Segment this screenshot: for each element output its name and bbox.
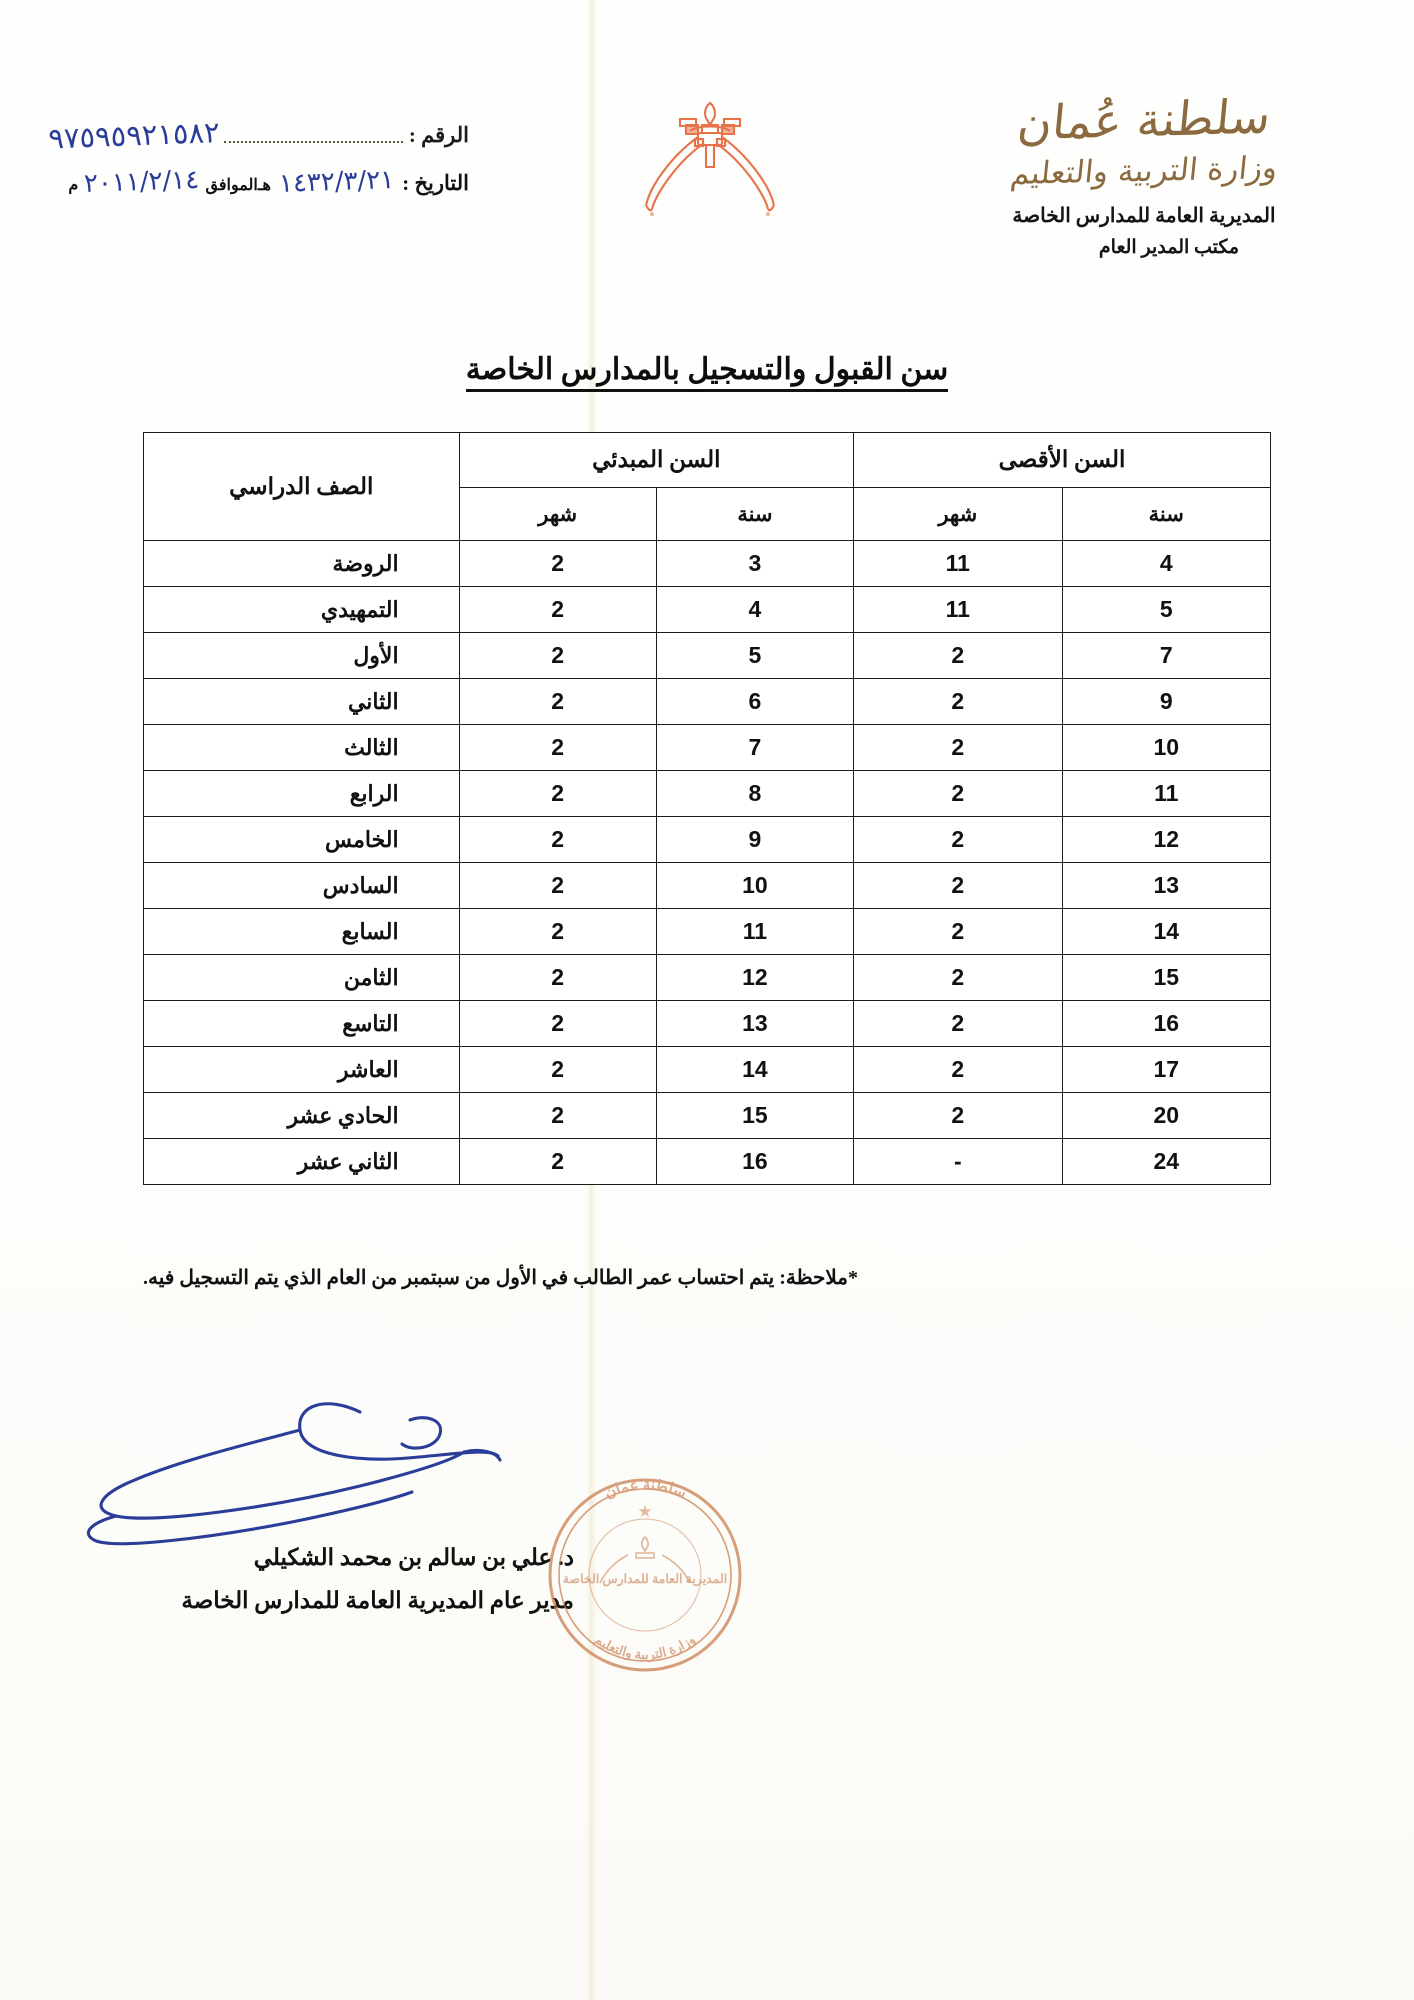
ministry-calligraphy: وزارة التربية والتعليم — [1008, 150, 1280, 193]
cell-grade-name: الثالث — [144, 725, 460, 771]
max-age-month-header: شهر — [854, 488, 1062, 541]
table-group-header-row — [144, 433, 1271, 488]
cell-max-age-month: - — [854, 1139, 1062, 1185]
cell-min-age-year: 15 — [656, 1093, 853, 1139]
reference-number-label: الرقم : — [408, 123, 469, 147]
cell-grade-name: الخامس — [144, 817, 460, 863]
cell-max-age-year: 16 — [1062, 1001, 1270, 1047]
stamp-star-icon: ★ — [637, 1502, 653, 1521]
cell-min-age-year: 12 — [656, 955, 853, 1001]
table-row — [144, 633, 1271, 679]
cell-min-age-month: 2 — [459, 541, 656, 587]
hijri-suffix: هـ — [257, 177, 271, 194]
table-row — [144, 955, 1271, 1001]
cell-min-age-month: 2 — [459, 863, 656, 909]
table-row — [144, 1047, 1271, 1093]
cell-max-age-year: 9 — [1062, 679, 1270, 725]
cell-max-age-year: 17 — [1062, 1047, 1270, 1093]
table-row — [144, 817, 1271, 863]
cell-max-age-month: 2 — [854, 909, 1062, 955]
cell-min-age-year: 9 — [656, 817, 853, 863]
cell-min-age-year: 4 — [656, 587, 853, 633]
cell-min-age-month: 2 — [459, 725, 656, 771]
cell-min-age-year: 11 — [656, 909, 853, 955]
max-age-year-header: سنة — [1062, 488, 1270, 541]
cell-max-age-month: 2 — [854, 1047, 1062, 1093]
table-row — [144, 771, 1271, 817]
cell-grade-name: التاسع — [144, 1001, 460, 1047]
cell-grade-name: السادس — [144, 863, 460, 909]
letterhead — [934, 89, 1354, 259]
cell-max-age-year: 14 — [1062, 909, 1270, 955]
table-row — [144, 1001, 1271, 1047]
cell-min-age-year: 10 — [656, 863, 853, 909]
table-row — [144, 909, 1271, 955]
page-title — [0, 352, 1414, 387]
oman-national-emblem-khanjar-icon — [640, 95, 780, 230]
cell-max-age-month: 2 — [854, 679, 1062, 725]
cell-max-age-year: 7 — [1062, 633, 1270, 679]
cell-min-age-month: 2 — [459, 955, 656, 1001]
cell-max-age-year: 5 — [1062, 587, 1270, 633]
admission-age-table-wrapper — [143, 432, 1271, 1185]
cell-grade-name: السابع — [144, 909, 460, 955]
cell-max-age-month: 2 — [854, 725, 1062, 771]
grade-column-header: الصف الدراسي — [144, 433, 460, 541]
cell-max-age-month: 2 — [854, 1093, 1062, 1139]
cell-grade-name: الرابع — [144, 771, 460, 817]
cell-max-age-month: 2 — [854, 955, 1062, 1001]
cell-grade-name: الثامن — [144, 955, 460, 1001]
cell-max-age-month: 2 — [854, 633, 1062, 679]
min-age-group-header: السن المبدئي — [459, 433, 853, 488]
cell-min-age-month: 2 — [459, 817, 656, 863]
table-row — [144, 587, 1271, 633]
cell-min-age-month: 2 — [459, 1001, 656, 1047]
cell-grade-name: التمهيدي — [144, 587, 460, 633]
cell-max-age-year: 20 — [1062, 1093, 1270, 1139]
cell-max-age-year: 4 — [1062, 541, 1270, 587]
stamp-middle-text: المديرية العامة للمدارس الخاصة — [562, 1572, 728, 1586]
footnote: *ملاحظة: يتم احتساب عمر الطالب في الأول من سبتمبر من العام الذي يتم التسجيل فيه. — [143, 1267, 858, 1289]
reference-block — [49, 104, 469, 200]
date-label: التاريخ : — [402, 171, 469, 195]
cell-min-age-month: 2 — [459, 771, 656, 817]
office-name: مكتب المدير العام — [1098, 237, 1240, 259]
cell-max-age-month: 2 — [854, 1001, 1062, 1047]
cell-min-age-month: 2 — [459, 1093, 656, 1139]
table-row — [144, 1093, 1271, 1139]
admission-age-table — [143, 432, 1271, 1185]
cell-max-age-year: 24 — [1062, 1139, 1270, 1185]
reference-number-row — [47, 104, 469, 156]
cell-grade-name: الأول — [144, 633, 460, 679]
table-row — [144, 679, 1271, 725]
cell-min-age-year: 14 — [656, 1047, 853, 1093]
table-row — [144, 725, 1271, 771]
cell-min-age-year: 13 — [656, 1001, 853, 1047]
reference-number-handwritten: ٩٧٥٩٥٩٢١٥٨٢ — [47, 115, 221, 156]
dotted-leader — [224, 140, 403, 143]
page-title-text: سن القبول والتسجيل بالمدارس الخاصة — [466, 353, 949, 392]
min-age-month-header: شهر — [459, 488, 656, 541]
signatory-role: مدير عام المديرية العامة للمدارس الخاصة — [181, 1588, 574, 1613]
cell-min-age-year: 6 — [656, 679, 853, 725]
gregorian-date-handwritten: ٢٠١١/٢/١٤ — [83, 164, 200, 200]
official-round-stamp — [528, 1455, 763, 1690]
cell-grade-name: العاشر — [144, 1047, 460, 1093]
gregorian-suffix: م — [68, 177, 79, 194]
cell-min-age-month: 2 — [459, 909, 656, 955]
cell-min-age-year: 8 — [656, 771, 853, 817]
cell-min-age-year: 16 — [656, 1139, 853, 1185]
country-calligraphy: سلطنة عُمان — [1015, 89, 1273, 152]
cell-max-age-year: 15 — [1062, 955, 1270, 1001]
directorate-name: المديرية العامة للمدارس الخاصة — [1012, 205, 1276, 228]
min-age-year-header: سنة — [656, 488, 853, 541]
cell-grade-name: الحادي عشر — [144, 1093, 460, 1139]
table-body — [144, 541, 1271, 1185]
stamp-top-text: سلطنة عمان — [602, 1477, 689, 1502]
date-row — [49, 154, 469, 200]
signatory-name: د. علي بن سالم بن محمد الشكيلي — [253, 1545, 574, 1570]
cell-grade-name: الثاني عشر — [144, 1139, 460, 1185]
cell-min-age-month: 2 — [459, 679, 656, 725]
hijri-date-handwritten: ١٤٣٢/٣/٢١ — [278, 164, 395, 200]
cell-grade-name: الثاني — [144, 679, 460, 725]
cell-min-age-year: 7 — [656, 725, 853, 771]
cell-max-age-year: 13 — [1062, 863, 1270, 909]
cell-max-age-month: 2 — [854, 771, 1062, 817]
svg-text:سلطنة عمان — [602, 1477, 688, 1501]
table-row — [144, 541, 1271, 587]
cell-max-age-month: 2 — [854, 863, 1062, 909]
max-age-group-header: السن الأقصى — [854, 433, 1271, 488]
cell-min-age-year: 3 — [656, 541, 853, 587]
cell-min-age-month: 2 — [459, 633, 656, 679]
stamp-bottom-text: وزارة التربية والتعليم — [592, 1631, 698, 1662]
svg-text:وزارة التربية والتعليم — [592, 1631, 699, 1663]
cell-max-age-month: 2 — [854, 817, 1062, 863]
date-middle-label: الموافق — [205, 177, 258, 194]
cell-max-age-year: 11 — [1062, 771, 1270, 817]
cell-grade-name: الروضة — [144, 541, 460, 587]
cell-min-age-year: 5 — [656, 633, 853, 679]
cell-max-age-month: 11 — [854, 541, 1062, 587]
cell-max-age-year: 12 — [1062, 817, 1270, 863]
cell-min-age-month: 2 — [459, 1047, 656, 1093]
cell-max-age-month: 11 — [854, 587, 1062, 633]
cell-min-age-month: 2 — [459, 587, 656, 633]
handwritten-signature — [60, 1390, 580, 1570]
cell-min-age-month: 2 — [459, 1139, 656, 1185]
table-row — [144, 863, 1271, 909]
table-row — [144, 1139, 1271, 1185]
cell-max-age-year: 10 — [1062, 725, 1270, 771]
